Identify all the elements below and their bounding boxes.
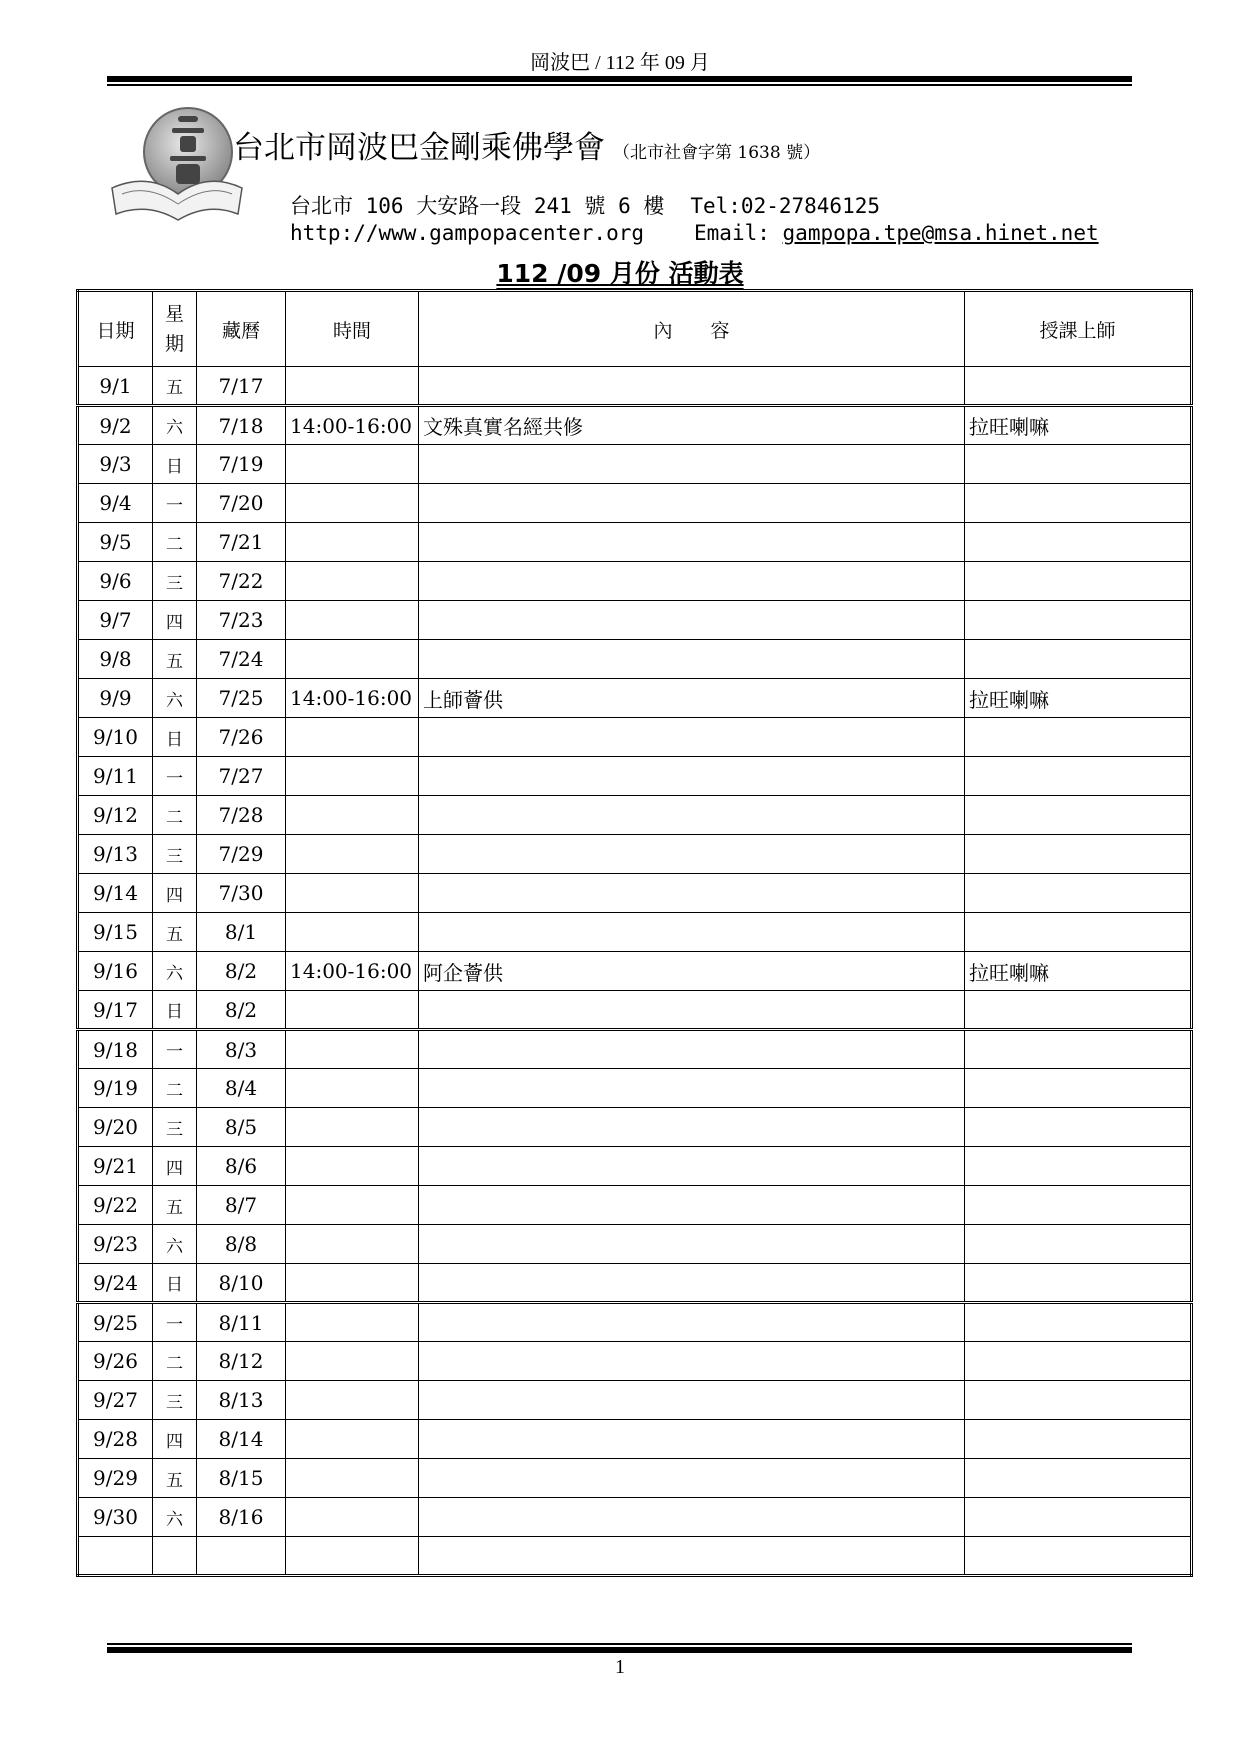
cell-weekday: 五 — [153, 1459, 197, 1498]
cell-time — [286, 1225, 419, 1264]
document-title-text: 112 /09 月份 活動表 — [496, 259, 744, 288]
cell-tibetan-date: 7/20 — [197, 484, 286, 523]
cell-weekday: 三 — [153, 835, 197, 874]
header-weekday — [153, 291, 197, 367]
cell-weekday: 日 — [153, 1264, 197, 1303]
table-row — [78, 991, 1192, 1030]
table-row — [78, 835, 1192, 874]
cell-teacher — [965, 796, 1192, 835]
cell-weekday: 二 — [153, 796, 197, 835]
cell-tibetan-date — [197, 1537, 286, 1576]
cell-content — [419, 757, 965, 796]
cell-time — [286, 1342, 419, 1381]
cell-tibetan-date: 8/10 — [197, 1264, 286, 1303]
table-row — [78, 1264, 1192, 1303]
cell-weekday: 一 — [153, 484, 197, 523]
cell-teacher — [965, 835, 1192, 874]
cell-content — [419, 367, 965, 406]
cell-teacher — [965, 1303, 1192, 1342]
email-label: Email: — [694, 221, 770, 245]
footer-rule — [107, 1643, 1132, 1653]
table-header-row — [78, 291, 1192, 367]
cell-teacher — [965, 874, 1192, 913]
cell-date: 9/11 — [78, 757, 153, 796]
cell-date: 9/14 — [78, 874, 153, 913]
address-line — [290, 190, 880, 220]
cell-date: 9/29 — [78, 1459, 153, 1498]
cell-teacher — [965, 367, 1192, 406]
cell-time — [286, 1420, 419, 1459]
cell-content — [419, 1264, 965, 1303]
cell-weekday: 二 — [153, 523, 197, 562]
cell-time — [286, 1147, 419, 1186]
cell-weekday: 日 — [153, 445, 197, 484]
cell-time — [286, 1069, 419, 1108]
cell-teacher — [965, 1498, 1192, 1537]
cell-time — [286, 991, 419, 1030]
cell-teacher — [965, 1108, 1192, 1147]
cell-tibetan-date: 8/2 — [197, 952, 286, 991]
cell-content — [419, 562, 965, 601]
telephone: Tel:02-27846125 — [690, 194, 881, 218]
table-row — [78, 913, 1192, 952]
cell-content — [419, 1108, 965, 1147]
cell-time — [286, 601, 419, 640]
table-row — [78, 1342, 1192, 1381]
cell-content — [419, 1381, 965, 1420]
street-address: 台北市 106 大安路一段 241 號 6 樓 — [290, 194, 665, 218]
cell-content — [419, 991, 965, 1030]
cell-tibetan-date: 7/26 — [197, 718, 286, 757]
cell-content — [419, 796, 965, 835]
cell-tibetan-date: 7/18 — [197, 406, 286, 445]
cell-weekday: 一 — [153, 757, 197, 796]
cell-tibetan-date: 8/7 — [197, 1186, 286, 1225]
cell-time — [286, 1030, 419, 1069]
cell-teacher — [965, 1264, 1192, 1303]
cell-content — [419, 718, 965, 757]
header-weekday-2: 期 — [164, 333, 184, 355]
cell-tibetan-date: 8/14 — [197, 1420, 286, 1459]
cell-date: 9/22 — [78, 1186, 153, 1225]
cell-content — [419, 1342, 965, 1381]
cell-time — [286, 445, 419, 484]
cell-tibetan-date: 7/22 — [197, 562, 286, 601]
table-row — [78, 679, 1192, 718]
table-row — [78, 640, 1192, 679]
cell-teacher — [965, 1225, 1192, 1264]
cell-tibetan-date: 7/23 — [197, 601, 286, 640]
cell-time — [286, 367, 419, 406]
cell-date: 9/3 — [78, 445, 153, 484]
cell-tibetan-date: 8/11 — [197, 1303, 286, 1342]
cell-teacher — [965, 1537, 1192, 1576]
organization-name — [233, 122, 820, 167]
cell-weekday: 二 — [153, 1069, 197, 1108]
organization-logo — [108, 102, 246, 228]
cell-weekday: 二 — [153, 1342, 197, 1381]
cell-date: 9/30 — [78, 1498, 153, 1537]
cell-teacher — [965, 640, 1192, 679]
table-row — [78, 1108, 1192, 1147]
running-header: 岡波巴 / 112 年 09 月 — [530, 52, 710, 74]
cell-time — [286, 1303, 419, 1342]
cell-time — [286, 1381, 419, 1420]
cell-date: 9/8 — [78, 640, 153, 679]
cell-weekday: 四 — [153, 1147, 197, 1186]
cell-date: 9/4 — [78, 484, 153, 523]
cell-teacher — [965, 1069, 1192, 1108]
cell-tibetan-date: 8/2 — [197, 991, 286, 1030]
cell-teacher — [965, 718, 1192, 757]
cell-weekday: 三 — [153, 1108, 197, 1147]
cell-content — [419, 1303, 965, 1342]
cell-content — [419, 445, 965, 484]
cell-time — [286, 835, 419, 874]
cell-weekday: 五 — [153, 913, 197, 952]
cell-content — [419, 1069, 965, 1108]
cell-content — [419, 1147, 965, 1186]
cell-teacher: 拉旺喇嘛 — [965, 406, 1192, 445]
cell-tibetan-date: 8/3 — [197, 1030, 286, 1069]
cell-time — [286, 1186, 419, 1225]
cell-teacher — [965, 991, 1192, 1030]
cell-tibetan-date: 8/15 — [197, 1459, 286, 1498]
cell-date: 9/15 — [78, 913, 153, 952]
cell-tibetan-date: 8/1 — [197, 913, 286, 952]
cell-date: 9/9 — [78, 679, 153, 718]
cell-date: 9/16 — [78, 952, 153, 991]
cell-teacher — [965, 757, 1192, 796]
cell-date: 9/7 — [78, 601, 153, 640]
cell-time — [286, 562, 419, 601]
email-link[interactable]: gampopa.tpe@msa.hinet.net — [782, 221, 1099, 245]
cell-time — [286, 1108, 419, 1147]
cell-content — [419, 1498, 965, 1537]
table-row — [78, 1498, 1192, 1537]
cell-tibetan-date: 7/19 — [197, 445, 286, 484]
cell-weekday: 四 — [153, 1420, 197, 1459]
cell-teacher — [965, 1381, 1192, 1420]
page-number: 1 — [615, 1656, 625, 1678]
cell-content — [419, 913, 965, 952]
organization-title: 台北市岡波巴金剛乘佛學會 — [233, 130, 605, 166]
cell-tibetan-date: 8/4 — [197, 1069, 286, 1108]
cell-tibetan-date: 7/24 — [197, 640, 286, 679]
table-row — [78, 757, 1192, 796]
cell-time — [286, 1264, 419, 1303]
cell-date: 9/2 — [78, 406, 153, 445]
contact-line — [290, 221, 1099, 245]
cell-date: 9/21 — [78, 1147, 153, 1186]
cell-time — [286, 913, 419, 952]
cell-weekday: 五 — [153, 640, 197, 679]
cell-date: 9/1 — [78, 367, 153, 406]
cell-time — [286, 874, 419, 913]
cell-time — [286, 484, 419, 523]
cell-date: 9/13 — [78, 835, 153, 874]
cell-date: 9/19 — [78, 1069, 153, 1108]
cell-content — [419, 1186, 965, 1225]
table-row — [78, 406, 1192, 445]
cell-weekday: 四 — [153, 601, 197, 640]
header-teacher: 授課上師 — [965, 291, 1192, 367]
table-row — [78, 484, 1192, 523]
header-time: 時間 — [286, 291, 419, 367]
cell-date: 9/5 — [78, 523, 153, 562]
table-row — [78, 523, 1192, 562]
cell-teacher — [965, 1342, 1192, 1381]
cell-time — [286, 640, 419, 679]
cell-teacher — [965, 484, 1192, 523]
cell-weekday: 四 — [153, 874, 197, 913]
cell-date: 9/20 — [78, 1108, 153, 1147]
cell-time: 14:00-16:00 — [286, 952, 419, 991]
table-row — [78, 1069, 1192, 1108]
cell-weekday — [153, 1537, 197, 1576]
cell-time — [286, 796, 419, 835]
table-row — [78, 952, 1192, 991]
cell-weekday: 五 — [153, 1186, 197, 1225]
cell-content — [419, 1030, 965, 1069]
cell-date: 9/12 — [78, 796, 153, 835]
cell-weekday: 六 — [153, 952, 197, 991]
cell-date — [78, 1537, 153, 1576]
cell-time — [286, 718, 419, 757]
cell-content: 上師薈供 — [419, 679, 965, 718]
table-row — [78, 1147, 1192, 1186]
cell-time — [286, 1537, 419, 1576]
cell-weekday: 六 — [153, 1498, 197, 1537]
cell-weekday: 一 — [153, 1303, 197, 1342]
table-row — [78, 874, 1192, 913]
cell-tibetan-date: 8/16 — [197, 1498, 286, 1537]
cell-content — [419, 1420, 965, 1459]
cell-content — [419, 640, 965, 679]
cell-weekday: 日 — [153, 991, 197, 1030]
cell-weekday: 六 — [153, 406, 197, 445]
table-row — [78, 1420, 1192, 1459]
cell-time — [286, 523, 419, 562]
cell-date: 9/17 — [78, 991, 153, 1030]
website-link[interactable]: http://www.gampopacenter.org — [290, 221, 645, 245]
cell-tibetan-date: 8/12 — [197, 1342, 286, 1381]
cell-weekday: 六 — [153, 1225, 197, 1264]
cell-teacher — [965, 445, 1192, 484]
cell-date: 9/6 — [78, 562, 153, 601]
cell-content: 文殊真實名經共修 — [419, 406, 965, 445]
cell-tibetan-date: 8/6 — [197, 1147, 286, 1186]
table-row — [78, 1537, 1192, 1576]
cell-date: 9/18 — [78, 1030, 153, 1069]
cell-time — [286, 1498, 419, 1537]
cell-time: 14:00-16:00 — [286, 406, 419, 445]
cell-tibetan-date: 8/5 — [197, 1108, 286, 1147]
cell-tibetan-date: 7/29 — [197, 835, 286, 874]
cell-date: 9/25 — [78, 1303, 153, 1342]
cell-weekday: 三 — [153, 562, 197, 601]
registration-number: （北市社會字第 1638 號） — [613, 143, 821, 163]
table-row — [78, 1225, 1192, 1264]
table-row — [78, 562, 1192, 601]
activity-schedule-table — [76, 289, 1193, 1577]
cell-date: 9/23 — [78, 1225, 153, 1264]
cell-teacher: 拉旺喇嘛 — [965, 679, 1192, 718]
table-row — [78, 601, 1192, 640]
cell-weekday: 日 — [153, 718, 197, 757]
cell-date: 9/24 — [78, 1264, 153, 1303]
header-content: 內 容 — [419, 291, 965, 367]
cell-tibetan-date: 7/21 — [197, 523, 286, 562]
table-row — [78, 1459, 1192, 1498]
cell-content — [419, 1459, 965, 1498]
cell-date: 9/28 — [78, 1420, 153, 1459]
cell-date: 9/26 — [78, 1342, 153, 1381]
cell-teacher: 拉旺喇嘛 — [965, 952, 1192, 991]
cell-content — [419, 874, 965, 913]
cell-teacher — [965, 1030, 1192, 1069]
table-row — [78, 367, 1192, 406]
cell-teacher — [965, 1459, 1192, 1498]
table-row — [78, 718, 1192, 757]
cell-tibetan-date: 7/28 — [197, 796, 286, 835]
cell-teacher — [965, 1420, 1192, 1459]
cell-content — [419, 1225, 965, 1264]
table-row — [78, 1381, 1192, 1420]
table-row — [78, 1030, 1192, 1069]
cell-date: 9/27 — [78, 1381, 153, 1420]
cell-weekday: 一 — [153, 1030, 197, 1069]
cell-date: 9/10 — [78, 718, 153, 757]
cell-teacher — [965, 913, 1192, 952]
cell-weekday: 三 — [153, 1381, 197, 1420]
header-tibetan-calendar: 藏曆 — [197, 291, 286, 367]
header-weekday-1: 星 — [164, 303, 184, 325]
cell-teacher — [965, 562, 1192, 601]
cell-teacher — [965, 1186, 1192, 1225]
table-row — [78, 445, 1192, 484]
cell-content — [419, 484, 965, 523]
cell-content — [419, 523, 965, 562]
cell-time — [286, 1459, 419, 1498]
cell-content — [419, 835, 965, 874]
cell-tibetan-date: 7/27 — [197, 757, 286, 796]
cell-tibetan-date: 8/13 — [197, 1381, 286, 1420]
cell-teacher — [965, 523, 1192, 562]
cell-teacher — [965, 1147, 1192, 1186]
cell-tibetan-date: 7/17 — [197, 367, 286, 406]
cell-weekday: 六 — [153, 679, 197, 718]
cell-content — [419, 601, 965, 640]
cell-time: 14:00-16:00 — [286, 679, 419, 718]
schedule-body — [78, 367, 1192, 1576]
cell-content — [419, 1537, 965, 1576]
table-row — [78, 796, 1192, 835]
cell-content: 阿企薈供 — [419, 952, 965, 991]
table-row — [78, 1303, 1192, 1342]
cell-tibetan-date: 7/25 — [197, 679, 286, 718]
header-rule — [107, 76, 1132, 86]
cell-weekday: 五 — [153, 367, 197, 406]
cell-time — [286, 757, 419, 796]
header-date: 日期 — [78, 291, 153, 367]
table-row — [78, 1186, 1192, 1225]
cell-tibetan-date: 7/30 — [197, 874, 286, 913]
cell-tibetan-date: 8/8 — [197, 1225, 286, 1264]
document-title — [0, 254, 1240, 290]
cell-teacher — [965, 601, 1192, 640]
